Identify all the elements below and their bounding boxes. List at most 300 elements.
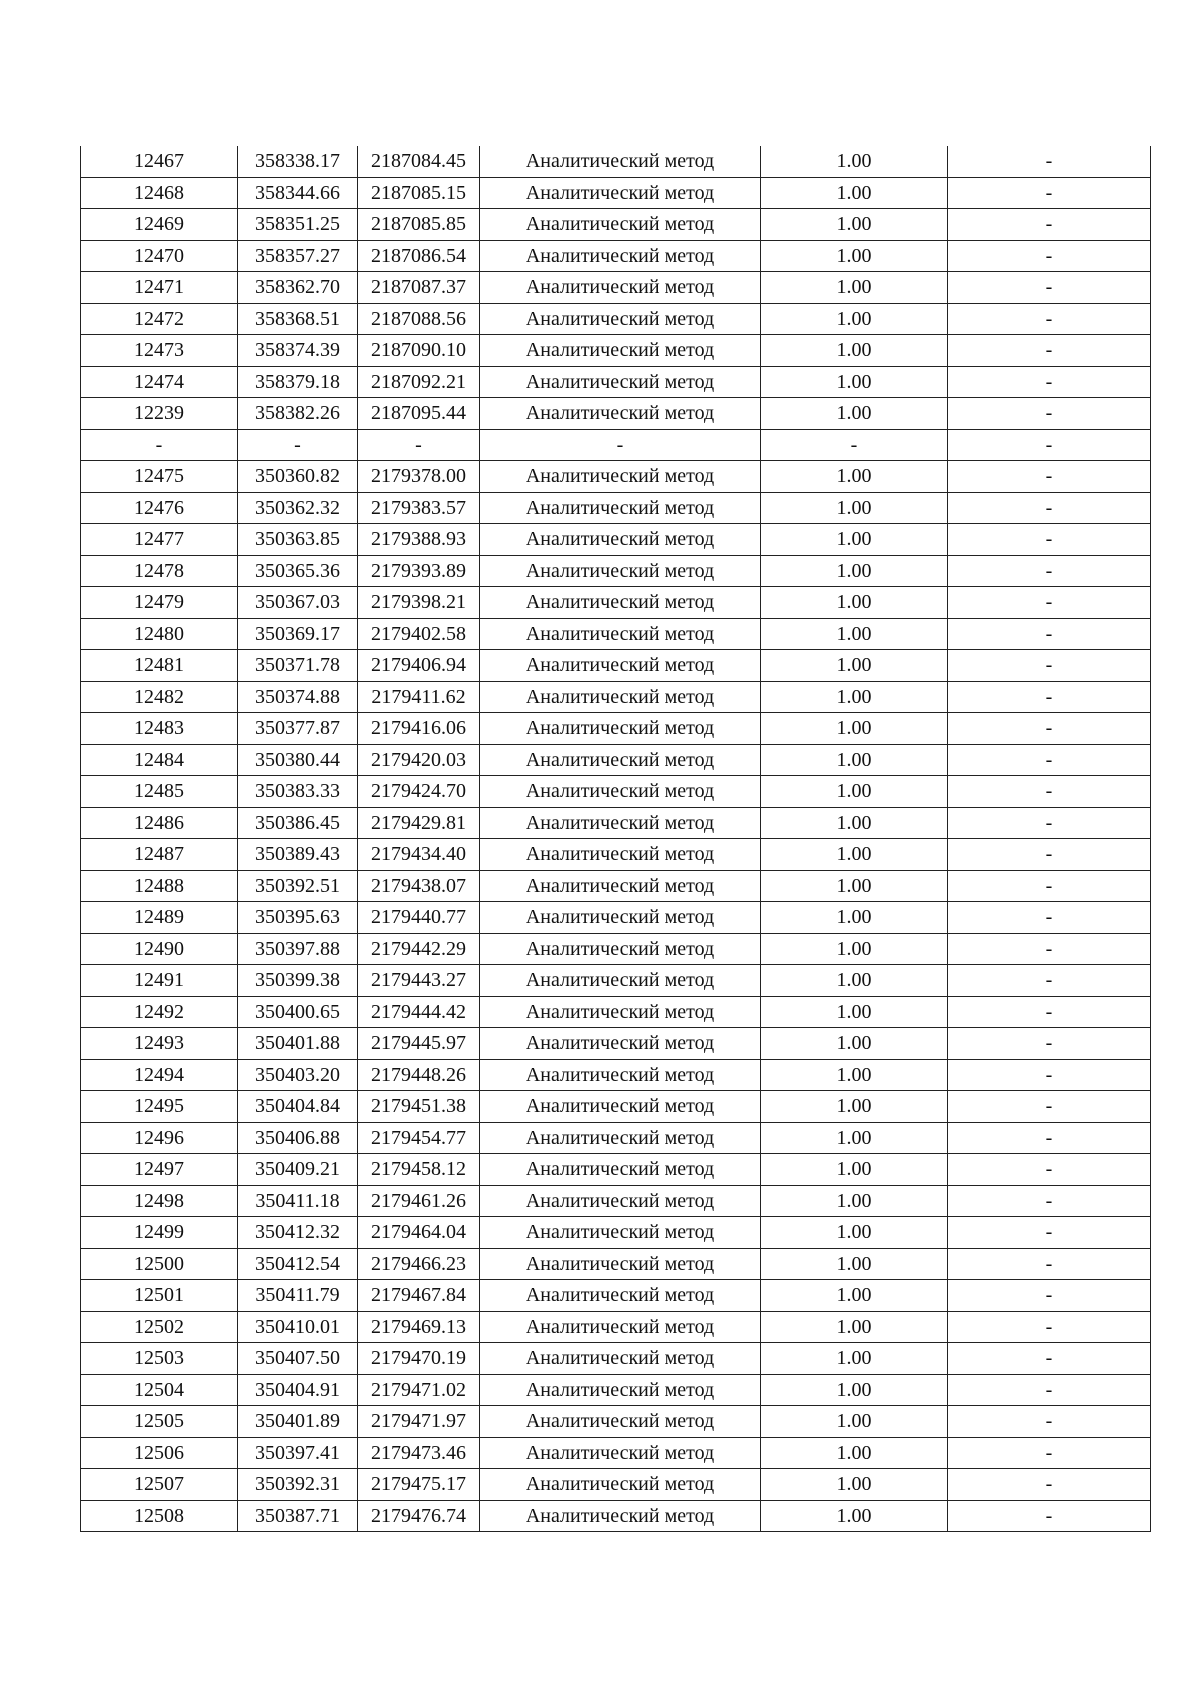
method-cell: Аналитический метод — [480, 177, 761, 209]
note-cell: - — [948, 524, 1151, 556]
note-cell: - — [948, 366, 1151, 398]
accuracy-cell: 1.00 — [761, 776, 948, 808]
y-coordinate-cell: 2179402.58 — [358, 618, 480, 650]
y-coordinate-cell: 2179467.84 — [358, 1280, 480, 1312]
table-row — [81, 618, 1151, 650]
y-coordinate-cell: 2179420.03 — [358, 744, 480, 776]
x-coordinate-cell: 350397.41 — [238, 1437, 358, 1469]
y-coordinate-cell: 2179471.02 — [358, 1374, 480, 1406]
x-coordinate-cell: 350380.44 — [238, 744, 358, 776]
note-cell: - — [948, 1217, 1151, 1249]
accuracy-cell: 1.00 — [761, 870, 948, 902]
accuracy-cell: - — [761, 429, 948, 461]
note-cell: - — [948, 398, 1151, 430]
accuracy-cell: 1.00 — [761, 1059, 948, 1091]
x-coordinate-cell: 350401.88 — [238, 1028, 358, 1060]
point-number-cell: 12488 — [81, 870, 238, 902]
point-number-cell: 12239 — [81, 398, 238, 430]
y-coordinate-cell: 2179458.12 — [358, 1154, 480, 1186]
coordinates-table-body — [81, 146, 1151, 1532]
table-row — [81, 1343, 1151, 1375]
method-cell: Аналитический метод — [480, 933, 761, 965]
table-row — [81, 681, 1151, 713]
table-row — [81, 807, 1151, 839]
x-coordinate-cell: 350362.32 — [238, 492, 358, 524]
x-coordinate-cell: 350363.85 — [238, 524, 358, 556]
x-coordinate-cell: 350395.63 — [238, 902, 358, 934]
x-coordinate-cell: 350411.79 — [238, 1280, 358, 1312]
x-coordinate-cell: 350389.43 — [238, 839, 358, 871]
accuracy-cell: 1.00 — [761, 1374, 948, 1406]
table-row — [81, 1091, 1151, 1123]
x-coordinate-cell: 358351.25 — [238, 209, 358, 241]
note-cell: - — [948, 839, 1151, 871]
note-cell: - — [948, 303, 1151, 335]
table-row — [81, 492, 1151, 524]
note-cell: - — [948, 177, 1151, 209]
point-number-cell: 12471 — [81, 272, 238, 304]
table-row — [81, 744, 1151, 776]
point-number-cell: 12492 — [81, 996, 238, 1028]
x-coordinate-cell: 350387.71 — [238, 1500, 358, 1532]
x-coordinate-cell: 350386.45 — [238, 807, 358, 839]
table-row — [81, 146, 1151, 177]
table-row — [81, 1185, 1151, 1217]
note-cell: - — [948, 870, 1151, 902]
accuracy-cell: 1.00 — [761, 555, 948, 587]
y-coordinate-cell: 2179466.23 — [358, 1248, 480, 1280]
y-coordinate-cell: 2179393.89 — [358, 555, 480, 587]
point-number-cell: 12478 — [81, 555, 238, 587]
table-row — [81, 839, 1151, 871]
y-coordinate-cell: 2179473.46 — [358, 1437, 480, 1469]
y-coordinate-cell: 2187085.15 — [358, 177, 480, 209]
note-cell: - — [948, 1280, 1151, 1312]
x-coordinate-cell: 350412.54 — [238, 1248, 358, 1280]
accuracy-cell: 1.00 — [761, 965, 948, 997]
method-cell: Аналитический метод — [480, 776, 761, 808]
accuracy-cell: 1.00 — [761, 1406, 948, 1438]
x-coordinate-cell: 350367.03 — [238, 587, 358, 619]
table-row — [81, 1469, 1151, 1501]
note-cell: - — [948, 1437, 1151, 1469]
method-cell: Аналитический метод — [480, 1374, 761, 1406]
note-cell: - — [948, 650, 1151, 682]
y-coordinate-cell: 2179444.42 — [358, 996, 480, 1028]
method-cell: Аналитический метод — [480, 1406, 761, 1438]
x-coordinate-cell: 350406.88 — [238, 1122, 358, 1154]
note-cell: - — [948, 555, 1151, 587]
y-coordinate-cell: 2179442.29 — [358, 933, 480, 965]
y-coordinate-cell: 2179378.00 — [358, 461, 480, 493]
point-number-cell: 12491 — [81, 965, 238, 997]
point-number-cell: 12472 — [81, 303, 238, 335]
accuracy-cell: 1.00 — [761, 902, 948, 934]
method-cell: Аналитический метод — [480, 744, 761, 776]
note-cell: - — [948, 1248, 1151, 1280]
table-row — [81, 776, 1151, 808]
y-coordinate-cell: 2179438.07 — [358, 870, 480, 902]
table-row — [81, 1406, 1151, 1438]
y-coordinate-cell: 2187088.56 — [358, 303, 480, 335]
accuracy-cell: 1.00 — [761, 1217, 948, 1249]
method-cell: Аналитический метод — [480, 870, 761, 902]
x-coordinate-cell: 350411.18 — [238, 1185, 358, 1217]
y-coordinate-cell: 2187086.54 — [358, 240, 480, 272]
note-cell: - — [948, 1469, 1151, 1501]
note-cell: - — [948, 429, 1151, 461]
method-cell: Аналитический метод — [480, 303, 761, 335]
table-row — [81, 1280, 1151, 1312]
y-coordinate-cell: 2179383.57 — [358, 492, 480, 524]
y-coordinate-cell: 2179471.97 — [358, 1406, 480, 1438]
method-cell: Аналитический метод — [480, 555, 761, 587]
point-number-cell: 12501 — [81, 1280, 238, 1312]
point-number-cell: 12507 — [81, 1469, 238, 1501]
accuracy-cell: 1.00 — [761, 1311, 948, 1343]
point-number-cell: 12467 — [81, 146, 238, 177]
note-cell: - — [948, 1154, 1151, 1186]
point-number-cell: 12482 — [81, 681, 238, 713]
method-cell: Аналитический метод — [480, 965, 761, 997]
accuracy-cell: 1.00 — [761, 587, 948, 619]
x-coordinate-cell: 350377.87 — [238, 713, 358, 745]
method-cell: Аналитический метод — [480, 839, 761, 871]
accuracy-cell: 1.00 — [761, 1343, 948, 1375]
point-number-cell: 12480 — [81, 618, 238, 650]
point-number-cell: 12490 — [81, 933, 238, 965]
method-cell: Аналитический метод — [480, 1500, 761, 1532]
x-coordinate-cell: 350403.20 — [238, 1059, 358, 1091]
y-coordinate-cell: 2179451.38 — [358, 1091, 480, 1123]
accuracy-cell: 1.00 — [761, 398, 948, 430]
method-cell: Аналитический метод — [480, 1091, 761, 1123]
y-coordinate-cell: 2179470.19 — [358, 1343, 480, 1375]
note-cell: - — [948, 1500, 1151, 1532]
point-number-cell: 12483 — [81, 713, 238, 745]
note-cell: - — [948, 240, 1151, 272]
point-number-cell: 12496 — [81, 1122, 238, 1154]
method-cell: Аналитический метод — [480, 146, 761, 177]
x-coordinate-cell: 350383.33 — [238, 776, 358, 808]
method-cell: Аналитический метод — [480, 1437, 761, 1469]
method-cell: - — [480, 429, 761, 461]
point-number-cell: 12493 — [81, 1028, 238, 1060]
method-cell: Аналитический метод — [480, 335, 761, 367]
x-coordinate-cell: 350407.50 — [238, 1343, 358, 1375]
point-number-cell: 12498 — [81, 1185, 238, 1217]
accuracy-cell: 1.00 — [761, 744, 948, 776]
method-cell: Аналитический метод — [480, 366, 761, 398]
accuracy-cell: 1.00 — [761, 807, 948, 839]
point-number-cell: 12500 — [81, 1248, 238, 1280]
method-cell: Аналитический метод — [480, 650, 761, 682]
table-row — [81, 1374, 1151, 1406]
table-row — [81, 429, 1151, 461]
accuracy-cell: 1.00 — [761, 839, 948, 871]
point-number-cell: 12506 — [81, 1437, 238, 1469]
note-cell: - — [948, 1091, 1151, 1123]
accuracy-cell: 1.00 — [761, 713, 948, 745]
accuracy-cell: 1.00 — [761, 1091, 948, 1123]
table-row — [81, 303, 1151, 335]
point-number-cell: 12489 — [81, 902, 238, 934]
x-coordinate-cell: 350374.88 — [238, 681, 358, 713]
note-cell: - — [948, 461, 1151, 493]
method-cell: Аналитический метод — [480, 461, 761, 493]
table-row — [81, 335, 1151, 367]
table-row — [81, 1500, 1151, 1532]
table-row — [81, 587, 1151, 619]
y-coordinate-cell: 2179416.06 — [358, 713, 480, 745]
point-number-cell: 12487 — [81, 839, 238, 871]
table-row — [81, 1217, 1151, 1249]
note-cell: - — [948, 1343, 1151, 1375]
x-coordinate-cell: 358382.26 — [238, 398, 358, 430]
y-coordinate-cell: - — [358, 429, 480, 461]
x-coordinate-cell: 350404.84 — [238, 1091, 358, 1123]
y-coordinate-cell: 2179398.21 — [358, 587, 480, 619]
accuracy-cell: 1.00 — [761, 335, 948, 367]
note-cell: - — [948, 965, 1151, 997]
point-number-cell: 12486 — [81, 807, 238, 839]
y-coordinate-cell: 2179429.81 — [358, 807, 480, 839]
x-coordinate-cell: 350404.91 — [238, 1374, 358, 1406]
method-cell: Аналитический метод — [480, 713, 761, 745]
method-cell: Аналитический метод — [480, 902, 761, 934]
x-coordinate-cell: 350409.21 — [238, 1154, 358, 1186]
table-row — [81, 902, 1151, 934]
table-row — [81, 996, 1151, 1028]
x-coordinate-cell: 350412.32 — [238, 1217, 358, 1249]
y-coordinate-cell: 2179424.70 — [358, 776, 480, 808]
accuracy-cell: 1.00 — [761, 492, 948, 524]
x-coordinate-cell: 358368.51 — [238, 303, 358, 335]
accuracy-cell: 1.00 — [761, 209, 948, 241]
accuracy-cell: 1.00 — [761, 681, 948, 713]
point-number-cell: 12499 — [81, 1217, 238, 1249]
note-cell: - — [948, 618, 1151, 650]
accuracy-cell: 1.00 — [761, 1248, 948, 1280]
y-coordinate-cell: 2179443.27 — [358, 965, 480, 997]
point-number-cell: 12476 — [81, 492, 238, 524]
y-coordinate-cell: 2179461.26 — [358, 1185, 480, 1217]
accuracy-cell: 1.00 — [761, 650, 948, 682]
x-coordinate-cell: 358338.17 — [238, 146, 358, 177]
y-coordinate-cell: 2179411.62 — [358, 681, 480, 713]
point-number-cell: 12495 — [81, 1091, 238, 1123]
note-cell: - — [948, 713, 1151, 745]
y-coordinate-cell: 2179454.77 — [358, 1122, 480, 1154]
table-row — [81, 177, 1151, 209]
method-cell: Аналитический метод — [480, 1469, 761, 1501]
x-coordinate-cell: 350360.82 — [238, 461, 358, 493]
table-row — [81, 209, 1151, 241]
y-coordinate-cell: 2179469.13 — [358, 1311, 480, 1343]
point-number-cell: 12481 — [81, 650, 238, 682]
point-number-cell: 12475 — [81, 461, 238, 493]
x-coordinate-cell: 350400.65 — [238, 996, 358, 1028]
x-coordinate-cell: 358362.70 — [238, 272, 358, 304]
method-cell: Аналитический метод — [480, 1122, 761, 1154]
accuracy-cell: 1.00 — [761, 240, 948, 272]
point-number-cell: 12503 — [81, 1343, 238, 1375]
accuracy-cell: 1.00 — [761, 1500, 948, 1532]
point-number-cell: - — [81, 429, 238, 461]
x-coordinate-cell: - — [238, 429, 358, 461]
note-cell: - — [948, 1059, 1151, 1091]
y-coordinate-cell: 2179440.77 — [358, 902, 480, 934]
point-number-cell: 12508 — [81, 1500, 238, 1532]
y-coordinate-cell: 2179448.26 — [358, 1059, 480, 1091]
method-cell: Аналитический метод — [480, 272, 761, 304]
y-coordinate-cell: 2179475.17 — [358, 1469, 480, 1501]
accuracy-cell: 1.00 — [761, 1469, 948, 1501]
table-row — [81, 1311, 1151, 1343]
x-coordinate-cell: 358379.18 — [238, 366, 358, 398]
point-number-cell: 12470 — [81, 240, 238, 272]
y-coordinate-cell: 2179388.93 — [358, 524, 480, 556]
method-cell: Аналитический метод — [480, 1248, 761, 1280]
table-row — [81, 713, 1151, 745]
note-cell: - — [948, 1028, 1151, 1060]
method-cell: Аналитический метод — [480, 1311, 761, 1343]
point-number-cell: 12484 — [81, 744, 238, 776]
note-cell: - — [948, 1374, 1151, 1406]
accuracy-cell: 1.00 — [761, 272, 948, 304]
method-cell: Аналитический метод — [480, 524, 761, 556]
y-coordinate-cell: 2187087.37 — [358, 272, 480, 304]
method-cell: Аналитический метод — [480, 1185, 761, 1217]
accuracy-cell: 1.00 — [761, 177, 948, 209]
note-cell: - — [948, 1122, 1151, 1154]
x-coordinate-cell: 350410.01 — [238, 1311, 358, 1343]
note-cell: - — [948, 492, 1151, 524]
table-row — [81, 1154, 1151, 1186]
table-row — [81, 933, 1151, 965]
coordinates-table — [80, 146, 1151, 1532]
point-number-cell: 12504 — [81, 1374, 238, 1406]
point-number-cell: 12469 — [81, 209, 238, 241]
point-number-cell: 12502 — [81, 1311, 238, 1343]
note-cell: - — [948, 1311, 1151, 1343]
note-cell: - — [948, 1185, 1151, 1217]
method-cell: Аналитический метод — [480, 681, 761, 713]
x-coordinate-cell: 350365.36 — [238, 555, 358, 587]
note-cell: - — [948, 335, 1151, 367]
method-cell: Аналитический метод — [480, 1343, 761, 1375]
table-row — [81, 366, 1151, 398]
y-coordinate-cell: 2187090.10 — [358, 335, 480, 367]
table-row — [81, 398, 1151, 430]
point-number-cell: 12468 — [81, 177, 238, 209]
method-cell: Аналитический метод — [480, 1217, 761, 1249]
note-cell: - — [948, 776, 1151, 808]
table-row — [81, 1028, 1151, 1060]
point-number-cell: 12485 — [81, 776, 238, 808]
method-cell: Аналитический метод — [480, 492, 761, 524]
accuracy-cell: 1.00 — [761, 1185, 948, 1217]
x-coordinate-cell: 358344.66 — [238, 177, 358, 209]
y-coordinate-cell: 2187085.85 — [358, 209, 480, 241]
y-coordinate-cell: 2187084.45 — [358, 146, 480, 177]
y-coordinate-cell: 2179445.97 — [358, 1028, 480, 1060]
note-cell: - — [948, 681, 1151, 713]
point-number-cell: 12479 — [81, 587, 238, 619]
y-coordinate-cell: 2187092.21 — [358, 366, 480, 398]
note-cell: - — [948, 587, 1151, 619]
note-cell: - — [948, 1406, 1151, 1438]
x-coordinate-cell: 350392.51 — [238, 870, 358, 902]
x-coordinate-cell: 358357.27 — [238, 240, 358, 272]
x-coordinate-cell: 350399.38 — [238, 965, 358, 997]
note-cell: - — [948, 272, 1151, 304]
point-number-cell: 12477 — [81, 524, 238, 556]
x-coordinate-cell: 350371.78 — [238, 650, 358, 682]
table-row — [81, 240, 1151, 272]
accuracy-cell: 1.00 — [761, 461, 948, 493]
accuracy-cell: 1.00 — [761, 524, 948, 556]
table-row — [81, 524, 1151, 556]
y-coordinate-cell: 2179434.40 — [358, 839, 480, 871]
x-coordinate-cell: 350397.88 — [238, 933, 358, 965]
method-cell: Аналитический метод — [480, 807, 761, 839]
method-cell: Аналитический метод — [480, 240, 761, 272]
note-cell: - — [948, 933, 1151, 965]
accuracy-cell: 1.00 — [761, 146, 948, 177]
method-cell: Аналитический метод — [480, 618, 761, 650]
accuracy-cell: 1.00 — [761, 1028, 948, 1060]
point-number-cell: 12474 — [81, 366, 238, 398]
x-coordinate-cell: 358374.39 — [238, 335, 358, 367]
point-number-cell: 12473 — [81, 335, 238, 367]
table-row — [81, 1122, 1151, 1154]
table-row — [81, 1437, 1151, 1469]
method-cell: Аналитический метод — [480, 587, 761, 619]
table-row — [81, 272, 1151, 304]
point-number-cell: 12505 — [81, 1406, 238, 1438]
note-cell: - — [948, 146, 1151, 177]
note-cell: - — [948, 902, 1151, 934]
method-cell: Аналитический метод — [480, 398, 761, 430]
accuracy-cell: 1.00 — [761, 303, 948, 335]
method-cell: Аналитический метод — [480, 209, 761, 241]
table-row — [81, 1059, 1151, 1091]
accuracy-cell: 1.00 — [761, 1280, 948, 1312]
accuracy-cell: 1.00 — [761, 933, 948, 965]
point-number-cell: 12497 — [81, 1154, 238, 1186]
note-cell: - — [948, 209, 1151, 241]
x-coordinate-cell: 350369.17 — [238, 618, 358, 650]
method-cell: Аналитический метод — [480, 1280, 761, 1312]
y-coordinate-cell: 2187095.44 — [358, 398, 480, 430]
method-cell: Аналитический метод — [480, 1059, 761, 1091]
method-cell: Аналитический метод — [480, 996, 761, 1028]
y-coordinate-cell: 2179476.74 — [358, 1500, 480, 1532]
table-row — [81, 965, 1151, 997]
note-cell: - — [948, 996, 1151, 1028]
table-row — [81, 870, 1151, 902]
table-row — [81, 555, 1151, 587]
accuracy-cell: 1.00 — [761, 366, 948, 398]
note-cell: - — [948, 807, 1151, 839]
table-row — [81, 461, 1151, 493]
x-coordinate-cell: 350392.31 — [238, 1469, 358, 1501]
table-row — [81, 1248, 1151, 1280]
x-coordinate-cell: 350401.89 — [238, 1406, 358, 1438]
accuracy-cell: 1.00 — [761, 1154, 948, 1186]
accuracy-cell: 1.00 — [761, 618, 948, 650]
